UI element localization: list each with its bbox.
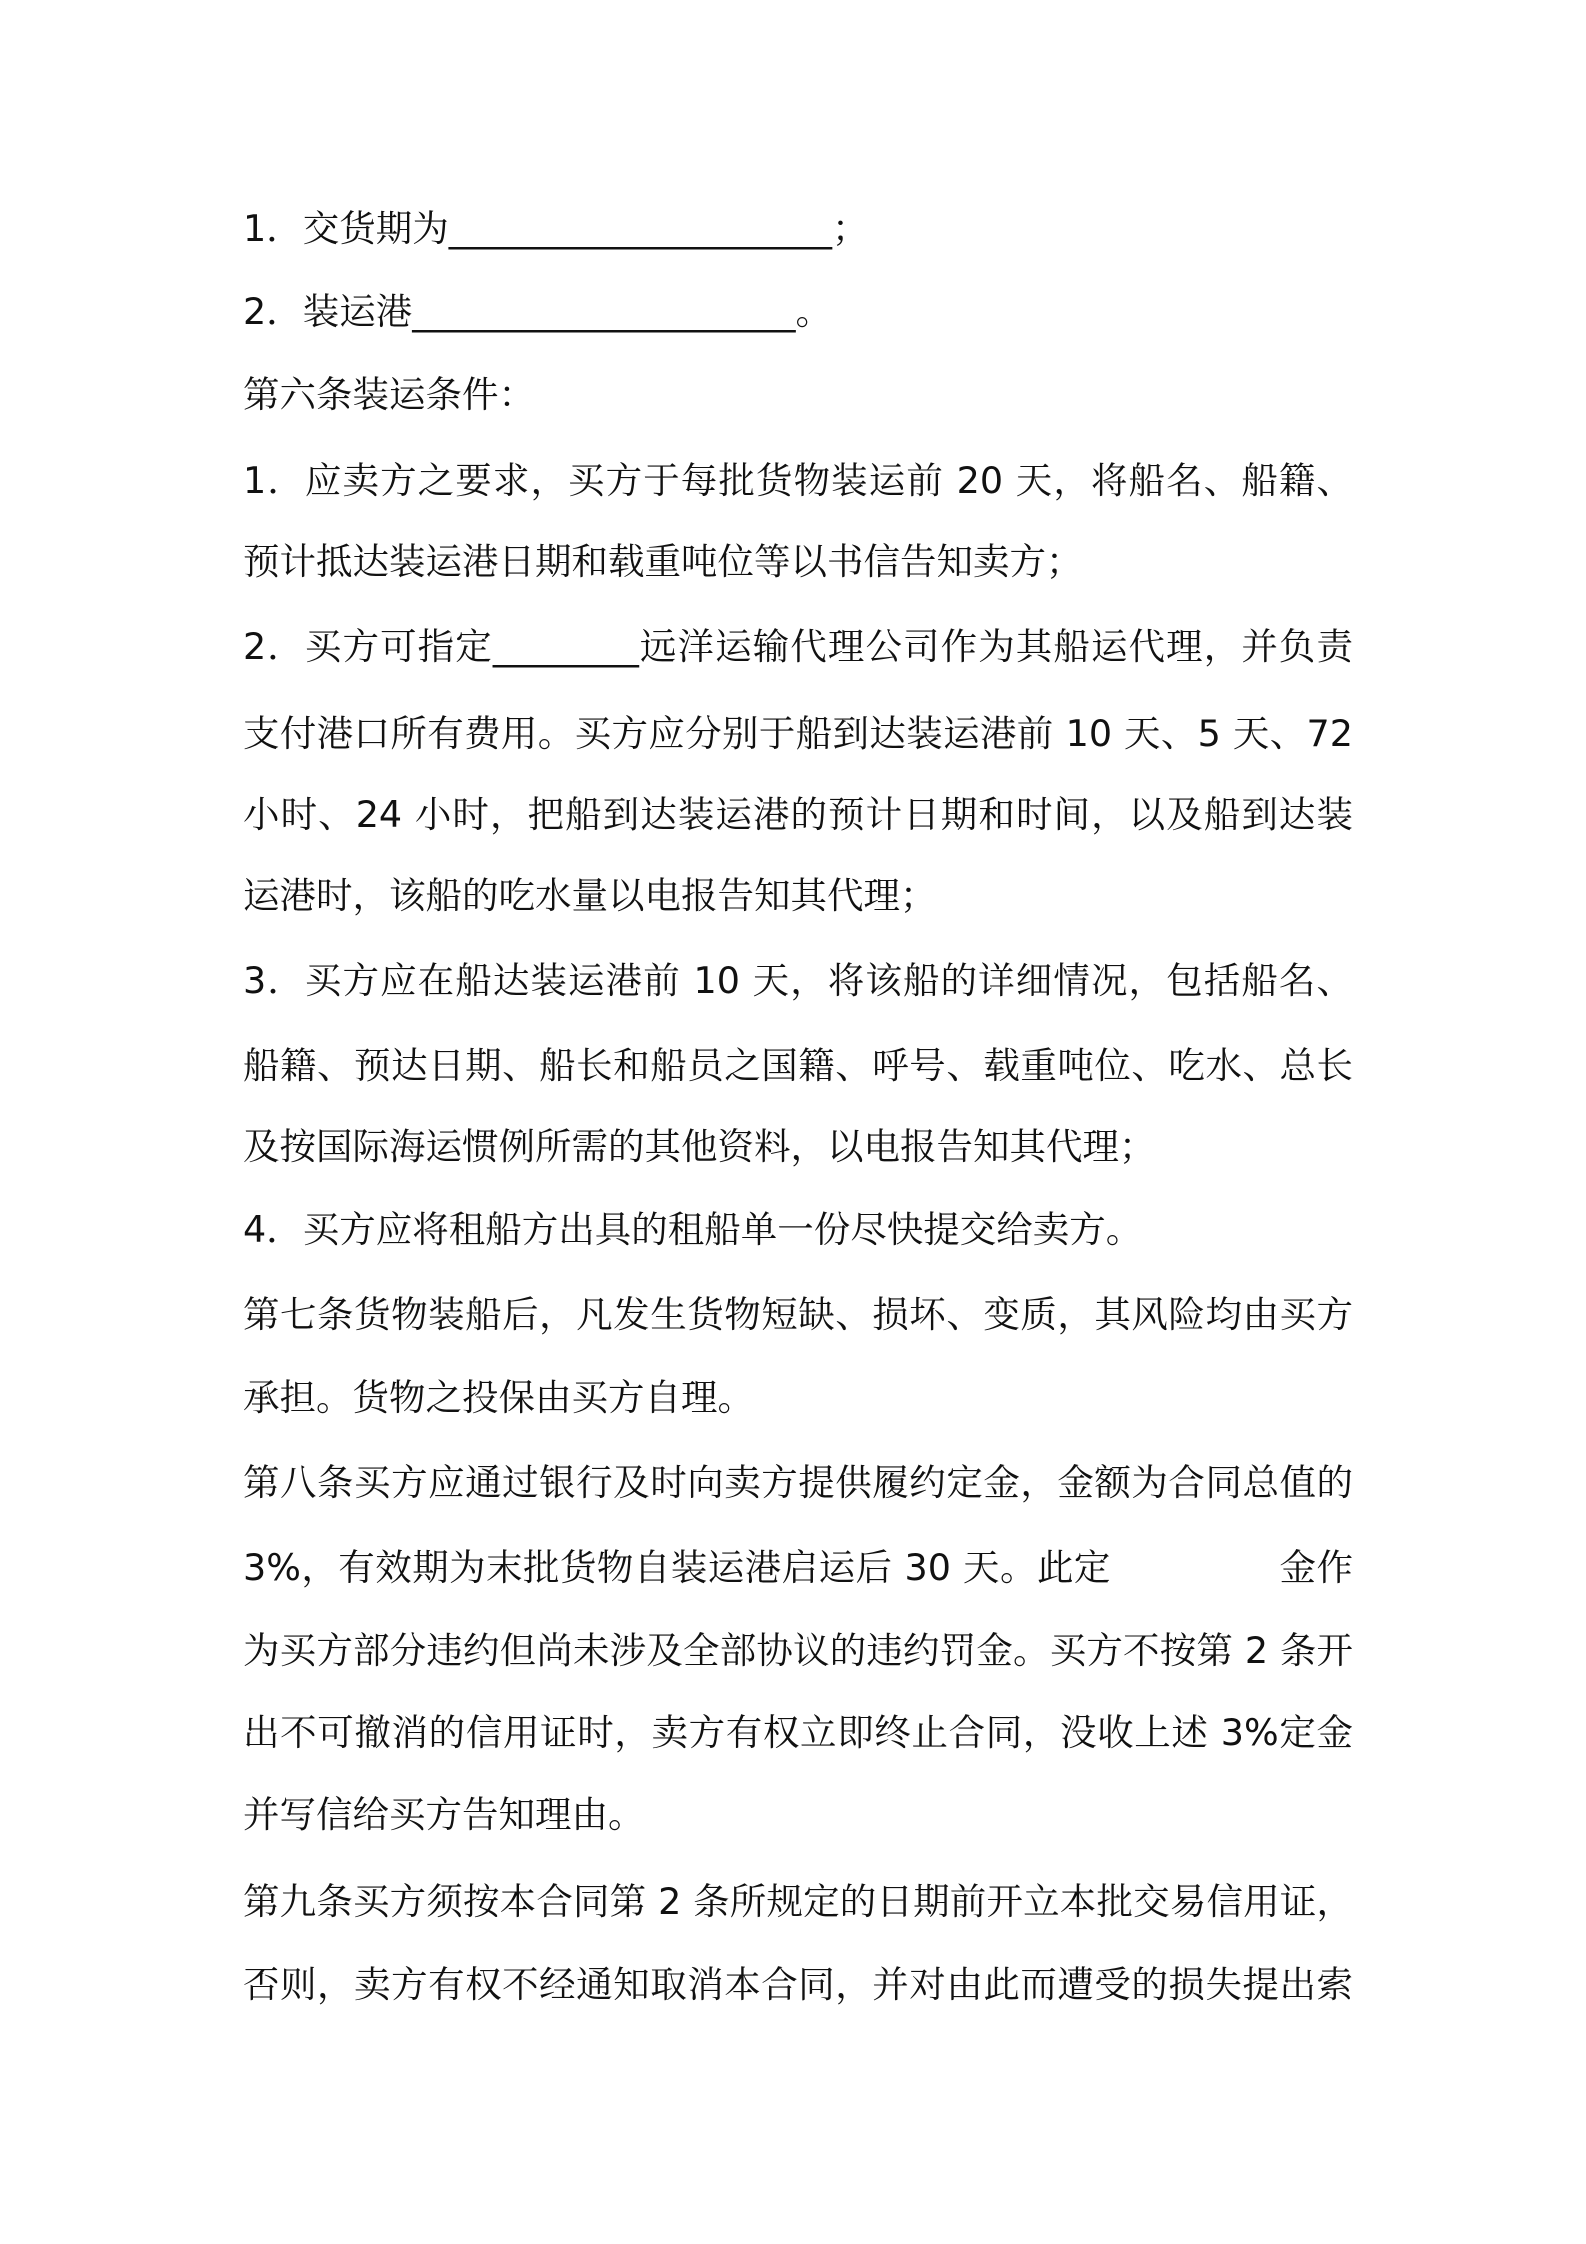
text-line-3: 第六条装运条件： xyxy=(243,373,535,416)
text-line-10: 3．买方应在船达装运港前 10 天，将该船的详细情况，包括船名、 xyxy=(243,959,1353,1002)
text-line-20: 并写信给买方告知理由。 xyxy=(243,1793,645,1836)
text-line-11: 船籍、预达日期、船长和船员之国籍、呼号、载重吨位、吃水、总长 xyxy=(243,1044,1353,1087)
text-line-15: 承担。货物之投保由买方自理。 xyxy=(243,1376,754,1419)
text-line-17: 3%，有效期为末批货物自装运港启运后 30 天。此定 金作 xyxy=(243,1546,1353,1589)
text-line-6: 2．买方可指定________远洋运输代理公司作为其船运代理，并负责 xyxy=(243,625,1353,668)
text-line-7: 支付港口所有费用。买方应分别于船到达装运港前 10 天、5 天、72 xyxy=(243,712,1353,755)
text-line-2: 2．装运港_____________________。 xyxy=(243,290,832,333)
text-line-22: 否则，卖方有权不经通知取消本合同，并对由此而遭受的损失提出索 xyxy=(243,1963,1353,2006)
text-line-12: 及按国际海运惯例所需的其他资料，以电报告知其代理； xyxy=(243,1125,1156,1168)
text-line-18: 为买方部分违约但尚未涉及全部协议的违约罚金。买方不按第 2 条开 xyxy=(243,1629,1353,1672)
text-line-13: 4．买方应将租船方出具的租船单一份尽快提交给卖方。 xyxy=(243,1208,1143,1251)
text-line-16: 第八条买方应通过银行及时向卖方提供履约定金，金额为合同总值的 xyxy=(243,1461,1353,1504)
text-line-8: 小时、24 小时，把船到达装运港的预计日期和时间，以及船到达装 xyxy=(243,793,1353,836)
text-line-1: 1．交货期为_____________________； xyxy=(243,207,869,250)
text-line-9: 运港时，该船的吃水量以电报告知其代理； xyxy=(243,874,937,917)
text-line-14: 第七条货物装船后，凡发生货物短缺、损坏、变质，其风险均由买方 xyxy=(243,1293,1353,1336)
text-line-5: 预计抵达装运港日期和载重吨位等以书信告知卖方； xyxy=(243,540,1083,583)
text-line-4: 1．应卖方之要求，买方于每批货物装运前 20 天，将船名、船籍、 xyxy=(243,459,1353,502)
text-line-21: 第九条买方须按本合同第 2 条所规定的日期前开立本批交易信用证， xyxy=(243,1880,1353,1923)
text-line-19: 出不可撤消的信用证时，卖方有权立即终止合同，没收上述 3%定金 xyxy=(243,1711,1353,1754)
